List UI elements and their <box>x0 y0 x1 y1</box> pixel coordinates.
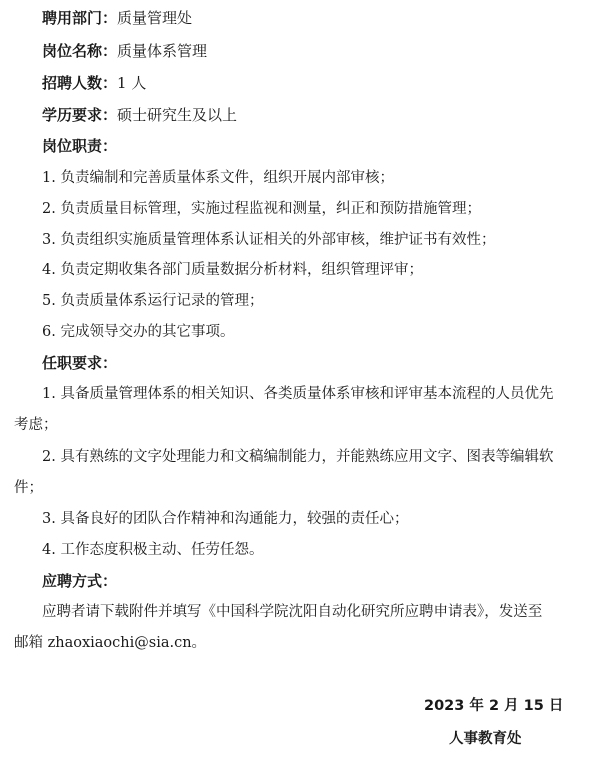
position-value: 质量体系管理 <box>117 42 208 60</box>
application-line-1: 应聘者请下载附件并填写《中国科学院沈阳自动化研究所应聘申请表》，发送至 <box>42 604 543 620</box>
department-row <box>42 8 192 28</box>
requirement-item-1-line-2: 考虑； <box>14 417 58 433</box>
requirement-item-2-line-1: 2. 具有熟练的文字处理能力和文稿编制能力，并能熟练应用文字、图表等编辑软 <box>42 449 554 465</box>
education-value: 硕士研究生及以上 <box>117 106 238 124</box>
headcount-row <box>42 73 146 93</box>
duty-item-3: 3. 负责组织实施质量管理体系认证相关的外部审核，维护证书有效性； <box>42 232 496 248</box>
requirement-item-1-line-1: 1. 具备质量管理体系的相关知识、各类质量体系审核和评审基本流程的人员优先 <box>42 386 554 402</box>
application-title: 应聘方式： <box>42 572 118 590</box>
duty-item-4: 4. 负责定期收集各部门质量数据分析材料，组织管理评审； <box>42 262 423 278</box>
requirements-title: 任职要求： <box>42 354 118 372</box>
headcount-label: 招聘人数： <box>42 74 118 92</box>
duty-item-1: 1. 负责编制和完善质量体系文件，组织开展内部审核； <box>42 170 394 186</box>
footer-office: 人事教育处 <box>449 731 522 747</box>
duty-item-5: 5. 负责质量体系运行记录的管理； <box>42 293 264 309</box>
department-label: 聘用部门： <box>42 9 118 27</box>
footer-date: 2023 年 2 月 15 日 <box>424 698 564 714</box>
duty-item-2: 2. 负责质量目标管理，实施过程监视和测量，纠正和预防措施管理； <box>42 201 481 217</box>
application-line-2: 邮箱 zhaoxiaochi@sia.cn。 <box>14 635 207 651</box>
position-row <box>42 41 207 61</box>
headcount-value: 1 人 <box>117 74 147 92</box>
requirement-item-4: 4. 工作态度积极主动、任劳任怨。 <box>42 542 264 558</box>
requirement-item-2-line-2: 件； <box>14 480 43 496</box>
duties-title: 岗位职责： <box>42 137 118 155</box>
duty-item-6: 6. 完成领导交办的其它事项。 <box>42 324 235 340</box>
education-row <box>42 105 237 125</box>
department-value: 质量管理处 <box>117 9 193 27</box>
position-label: 岗位名称： <box>42 42 118 60</box>
education-label: 学历要求： <box>42 106 118 124</box>
requirement-item-3: 3. 具备良好的团队合作精神和沟通能力，较强的责任心； <box>42 511 409 527</box>
